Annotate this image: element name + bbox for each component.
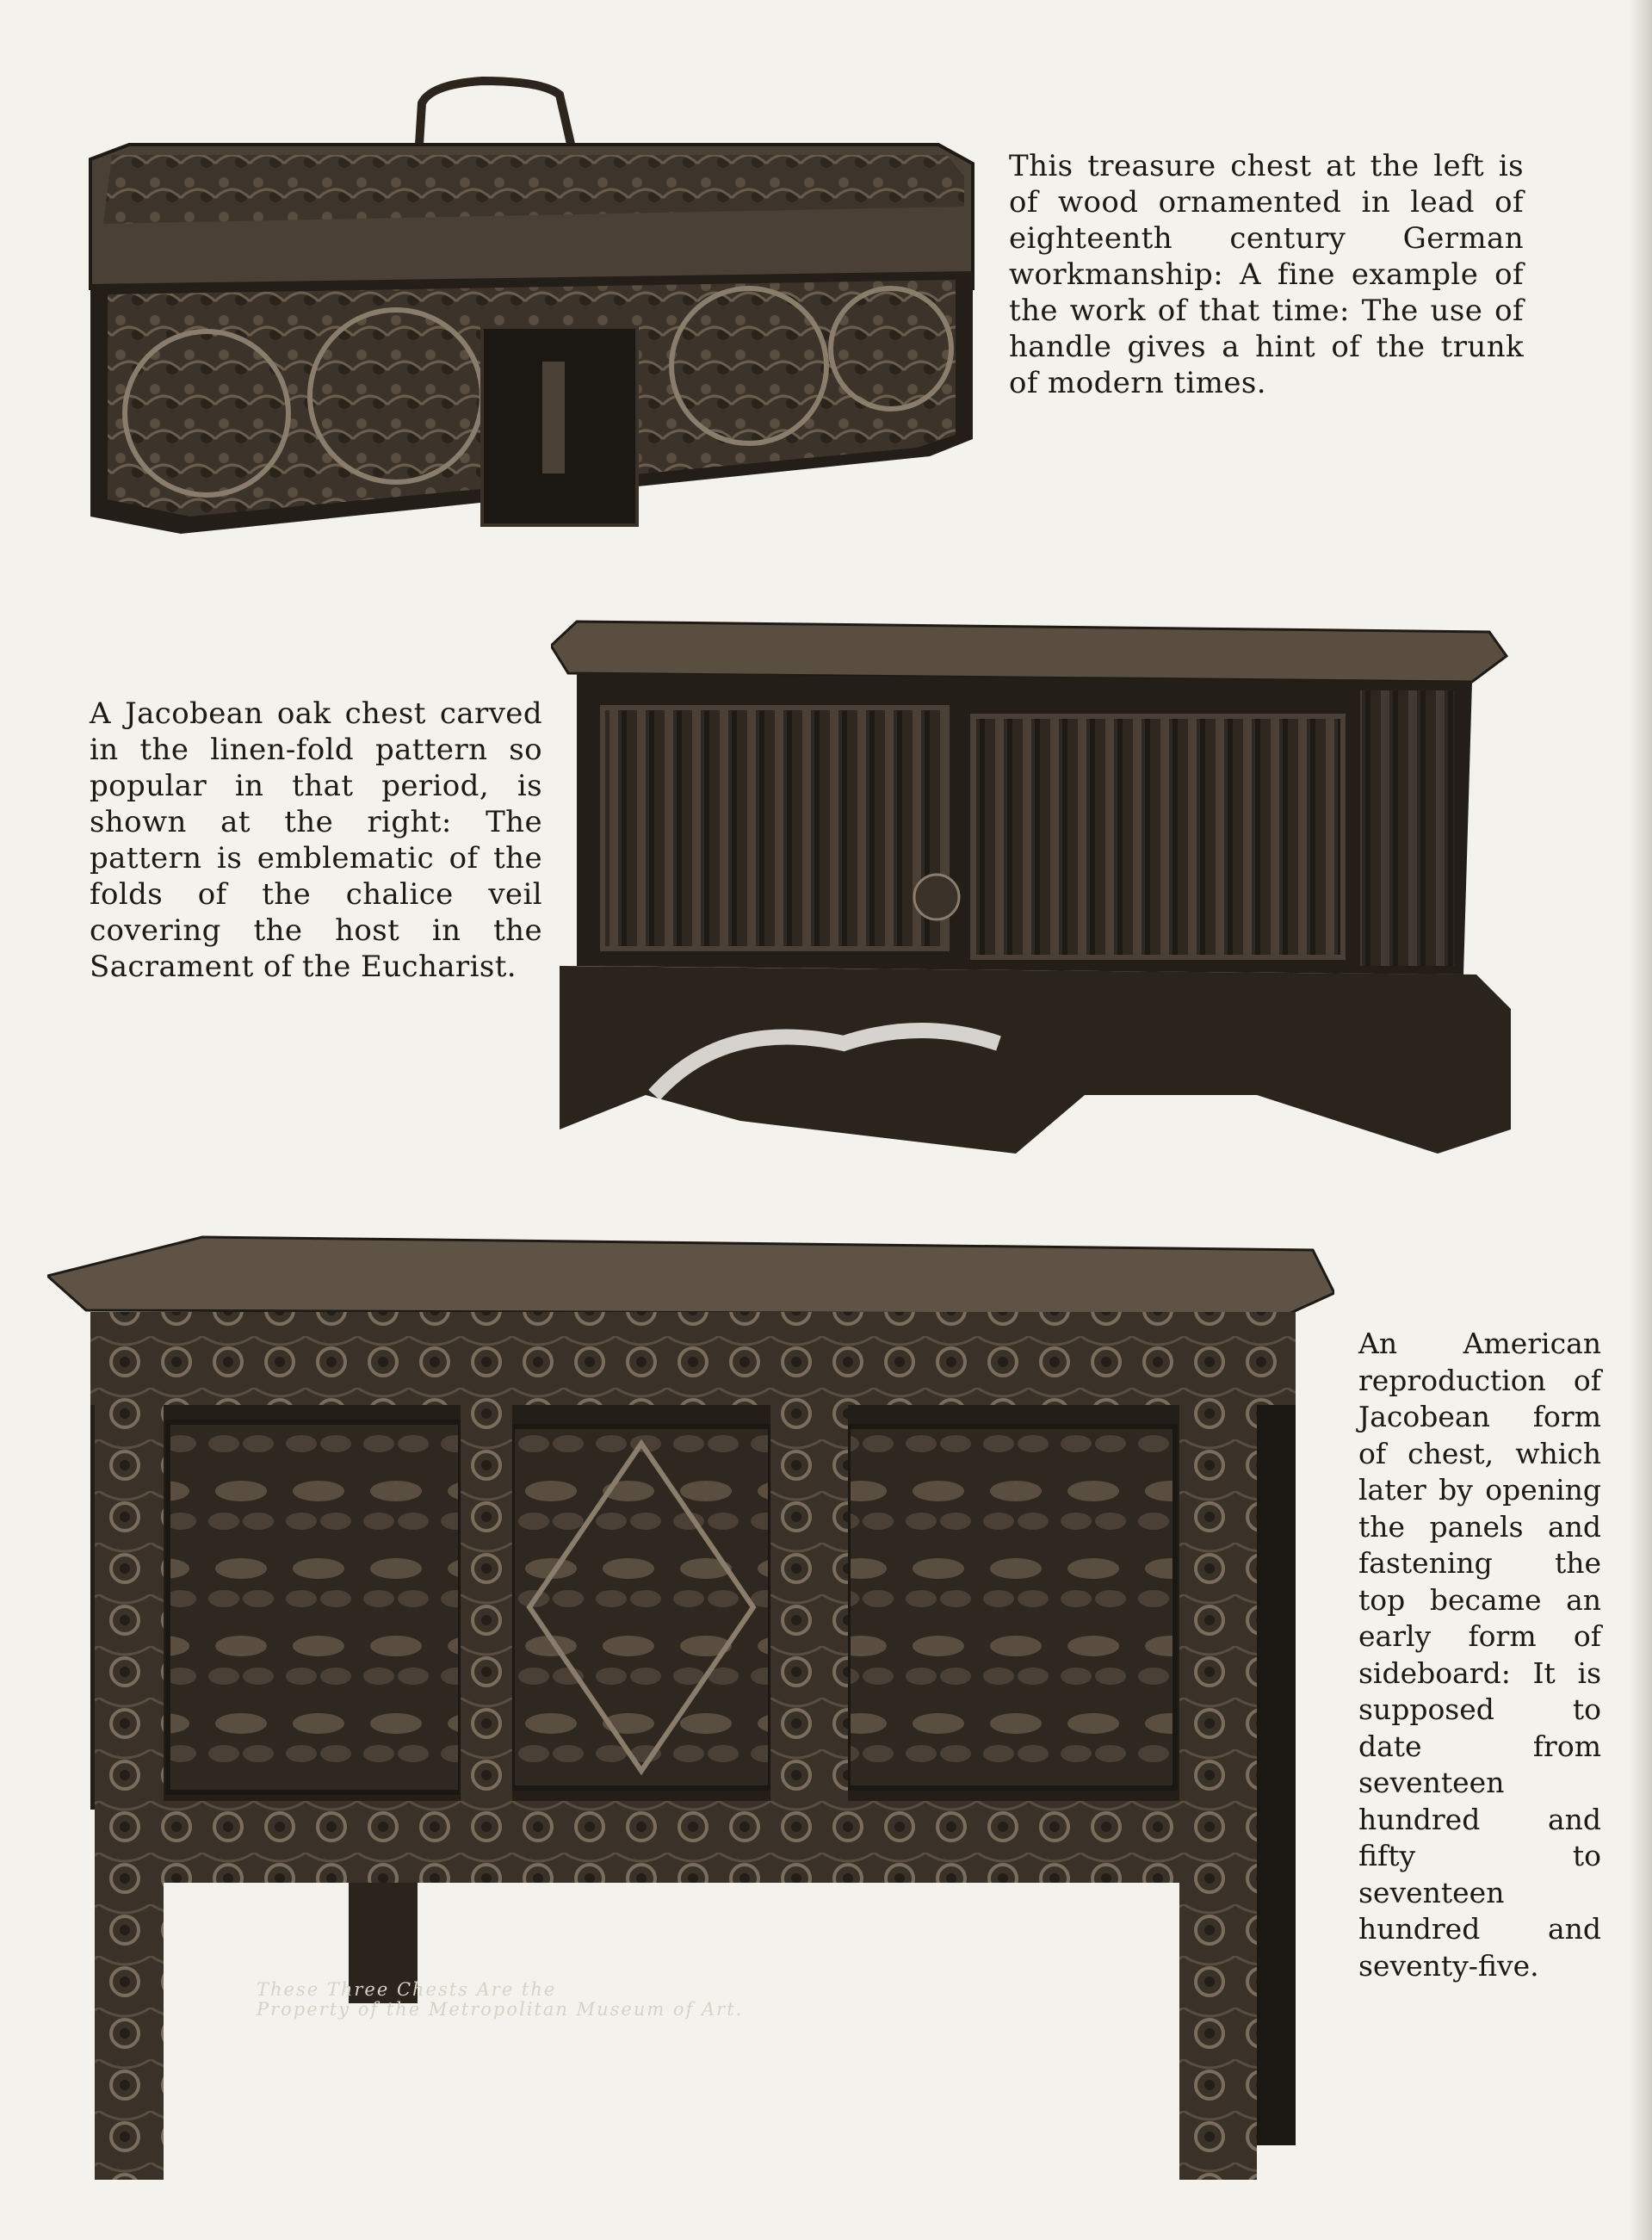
credit-line-1: These Three Chests Are the [257, 1979, 557, 2000]
credit-line-2: Property of the Metropolitan Museum of Art. [257, 1999, 744, 2020]
treasure-chest-illustration [77, 69, 981, 551]
photo-treasure-chest [77, 69, 981, 551]
american-reproduction-caption: An American reproduction of Jacobean form of chest, which later by opening the panels and fastening the top became an early form of sideboard: It is supposed to date from seventeen hundred and fifty to seventeen hundred and seventy-five. [1358, 1327, 1601, 1983]
jacobean-chest-caption: A Jacobean oak chest carved in the linen-fold pattern so popular in that period, is shown at the right: The pattern is emblematic of the folds of the chalice veil covering the host in the Sacrament of the Eucharist. [90, 696, 542, 984]
linenfold-chest-illustration [551, 613, 1511, 1154]
treasure-chest-caption: This treasure chest at the left is of wood ornamented in lead of eighteenth century German workmanship: A fine example of the work of that time: The use of handle gives a hint of the trunk of modern times. [1009, 149, 1524, 400]
carved-chest-illustration [47, 1233, 1334, 2180]
photo-credit [257, 1980, 859, 2020]
photo-jacobean-oak-chest [551, 613, 1511, 1154]
page-edge-shadow [1630, 0, 1652, 2240]
photo-american-reproduction-chest [47, 1233, 1334, 2180]
